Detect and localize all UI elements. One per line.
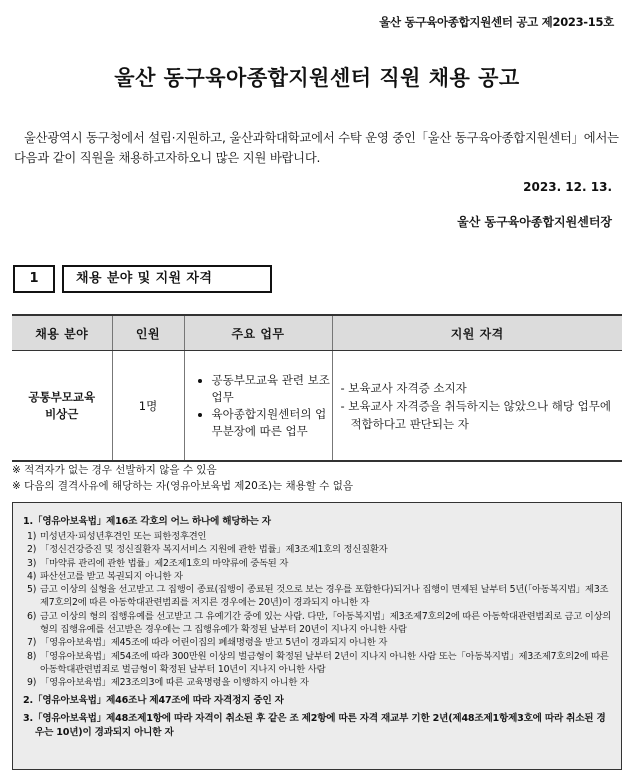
item-text: 파산선고를 받고 복권되지 아니한 자 <box>40 570 183 582</box>
item-number: 1) <box>27 531 37 542</box>
list-item <box>23 676 613 689</box>
item-text: 「마약류 관리에 관한 법률」제2조제1호의 마약류에 중독된 자 <box>40 557 289 569</box>
section-number: 1 <box>13 265 55 293</box>
item-text: 「영유아보육법」제54조에 따라 300만원 이상의 벌금형이 확정된 날부터 2년이 지나지 아니한 사람 또는「아동복지법」제3조제7호의2에 따른 아동학대관련범죄로 벌금형이 확정된 날부터 10년이 지나지 아니한 사람 <box>40 650 609 675</box>
list-item <box>23 557 613 570</box>
announcement-date: 2023. 12. 13. <box>523 180 612 194</box>
section-title: 채용 분야 및 지원 자격 <box>62 265 272 293</box>
list-item <box>23 610 613 637</box>
cell-count: 1명 <box>112 351 184 462</box>
item-number: 8) <box>27 650 37 662</box>
header-count: 인원 <box>112 315 184 351</box>
disqualification-heading-1: 1.「영유아보육법」제16조 각호의 어느 하나에 해당하는 자 <box>23 516 271 527</box>
duty-item: • 공동부모교육 관련 보조업무 <box>212 372 331 406</box>
notes <box>12 462 353 494</box>
duties-list <box>186 372 331 440</box>
list-item <box>23 570 613 583</box>
intro-text: 울산광역시 동구청에서 설립·지원하고, 울산과학대학교에서 수탁 운영 중인「울산 동구육아종합지원센터」에서는 다음과 같이 직원을 채용하고자하오니 많은 지원 바랍니다. <box>14 131 619 165</box>
item-number: 4) <box>27 570 37 582</box>
list-item <box>23 650 613 677</box>
issuer: 울산 동구육아종합지원센터장 <box>457 215 612 229</box>
notice-number: 울산 동구육아종합지원센터 공고 제2023-15호 <box>379 15 614 29</box>
table-row <box>12 351 622 462</box>
item-number: 5) <box>27 584 37 596</box>
qualification-item: - 보육교사 자격증 소지자 <box>340 380 467 395</box>
header-field: 채용 분야 <box>12 315 112 351</box>
item-number: 2) <box>27 544 37 556</box>
disqualification-heading-2: 2.「영유아보육법」제46조나 제47조에 따라 자격정지 중인 자 <box>23 694 284 706</box>
disqualification-box <box>12 502 622 770</box>
disqualification-heading-3: 3.「영유아보육법」제48조제1항에 따라 자격이 취소된 후 같은 조 제2항에 따른 자격 재교부 기한 2년(제48조제1항제3호에 따라 취소된 경우는 10년)이 경과되지 아니한 자 <box>23 712 606 738</box>
header-duties: 주요 업무 <box>184 315 332 351</box>
list-item <box>23 530 613 543</box>
header-qualifications: 지원 자격 <box>332 315 622 351</box>
item-number: 3) <box>27 557 37 569</box>
list-item <box>23 583 613 610</box>
item-number: 9) <box>27 677 37 689</box>
item-text: 금고 이상의 형의 집행유예를 선고받고 그 유예기간 중에 있는 사람. 다만,「아동복지법」제3조제7호의2에 따른 아동학대관련범죄로 금고 이상의 형의 집행유예를 선고받은 경우에는 그 집행유예가 확정된 날부터 20년이 지나지 아니한 사람 <box>40 610 612 636</box>
intro-paragraph <box>14 128 622 168</box>
item-text: 미성년자·피성년후견인 또는 피한정후견인 <box>40 531 207 542</box>
note-item: ※ 다음의 결격사유에 해당하는 자(영유아보육법 제20조)는 채용할 수 없음 <box>12 480 354 492</box>
page-title: 울산 동구육아종합지원센터 직원 채용 공고 <box>114 66 520 90</box>
duty-item: • 육아종합지원센터의 업무분장에 따른 업무 <box>212 406 331 440</box>
note-item: ※ 적격자가 없는 경우 선발하지 않을 수 있음 <box>12 464 217 476</box>
recruitment-table <box>12 314 622 462</box>
field-line1: 공통부모교육 <box>28 389 96 404</box>
field-line2: 비상근 <box>45 406 79 421</box>
cell-duties <box>184 351 332 462</box>
item-number: 6) <box>27 610 37 622</box>
qualification-item: - 보육교사 자격증을 취득하지는 않았으나 해당 업무에 적합하다고 판단되는 자 <box>340 398 611 431</box>
item-number: 7) <box>27 637 37 649</box>
list-item <box>23 543 613 556</box>
table-header-row <box>12 315 622 351</box>
item-text: 금고 이상의 실형을 선고받고 그 집행이 종료(집행이 종료된 것으로 보는 경우를 포함한다)되거나 집행이 면제된 날부터 5년(「아동복지법」제3조제7호의2에 따른 아동학대관련범죄를 저지른 경우에는 20년)이 경과되지 아니한 자 <box>40 584 609 609</box>
item-text: 「영유아보육법」제45조에 따라 어린이집의 폐쇄명령을 받고 5년이 경과되지 아니한 자 <box>40 637 388 649</box>
list-item <box>23 636 613 649</box>
item-text: 「영유아보육법」제23조의3에 따른 교육명령을 이행하지 아니한 자 <box>40 677 309 689</box>
cell-qualifications <box>332 351 622 462</box>
cell-field <box>12 351 112 462</box>
item-text: 「정신건강증진 및 정신질환자 복지서비스 지원에 관한 법률」제3조제1호의 정신질환자 <box>40 544 388 556</box>
